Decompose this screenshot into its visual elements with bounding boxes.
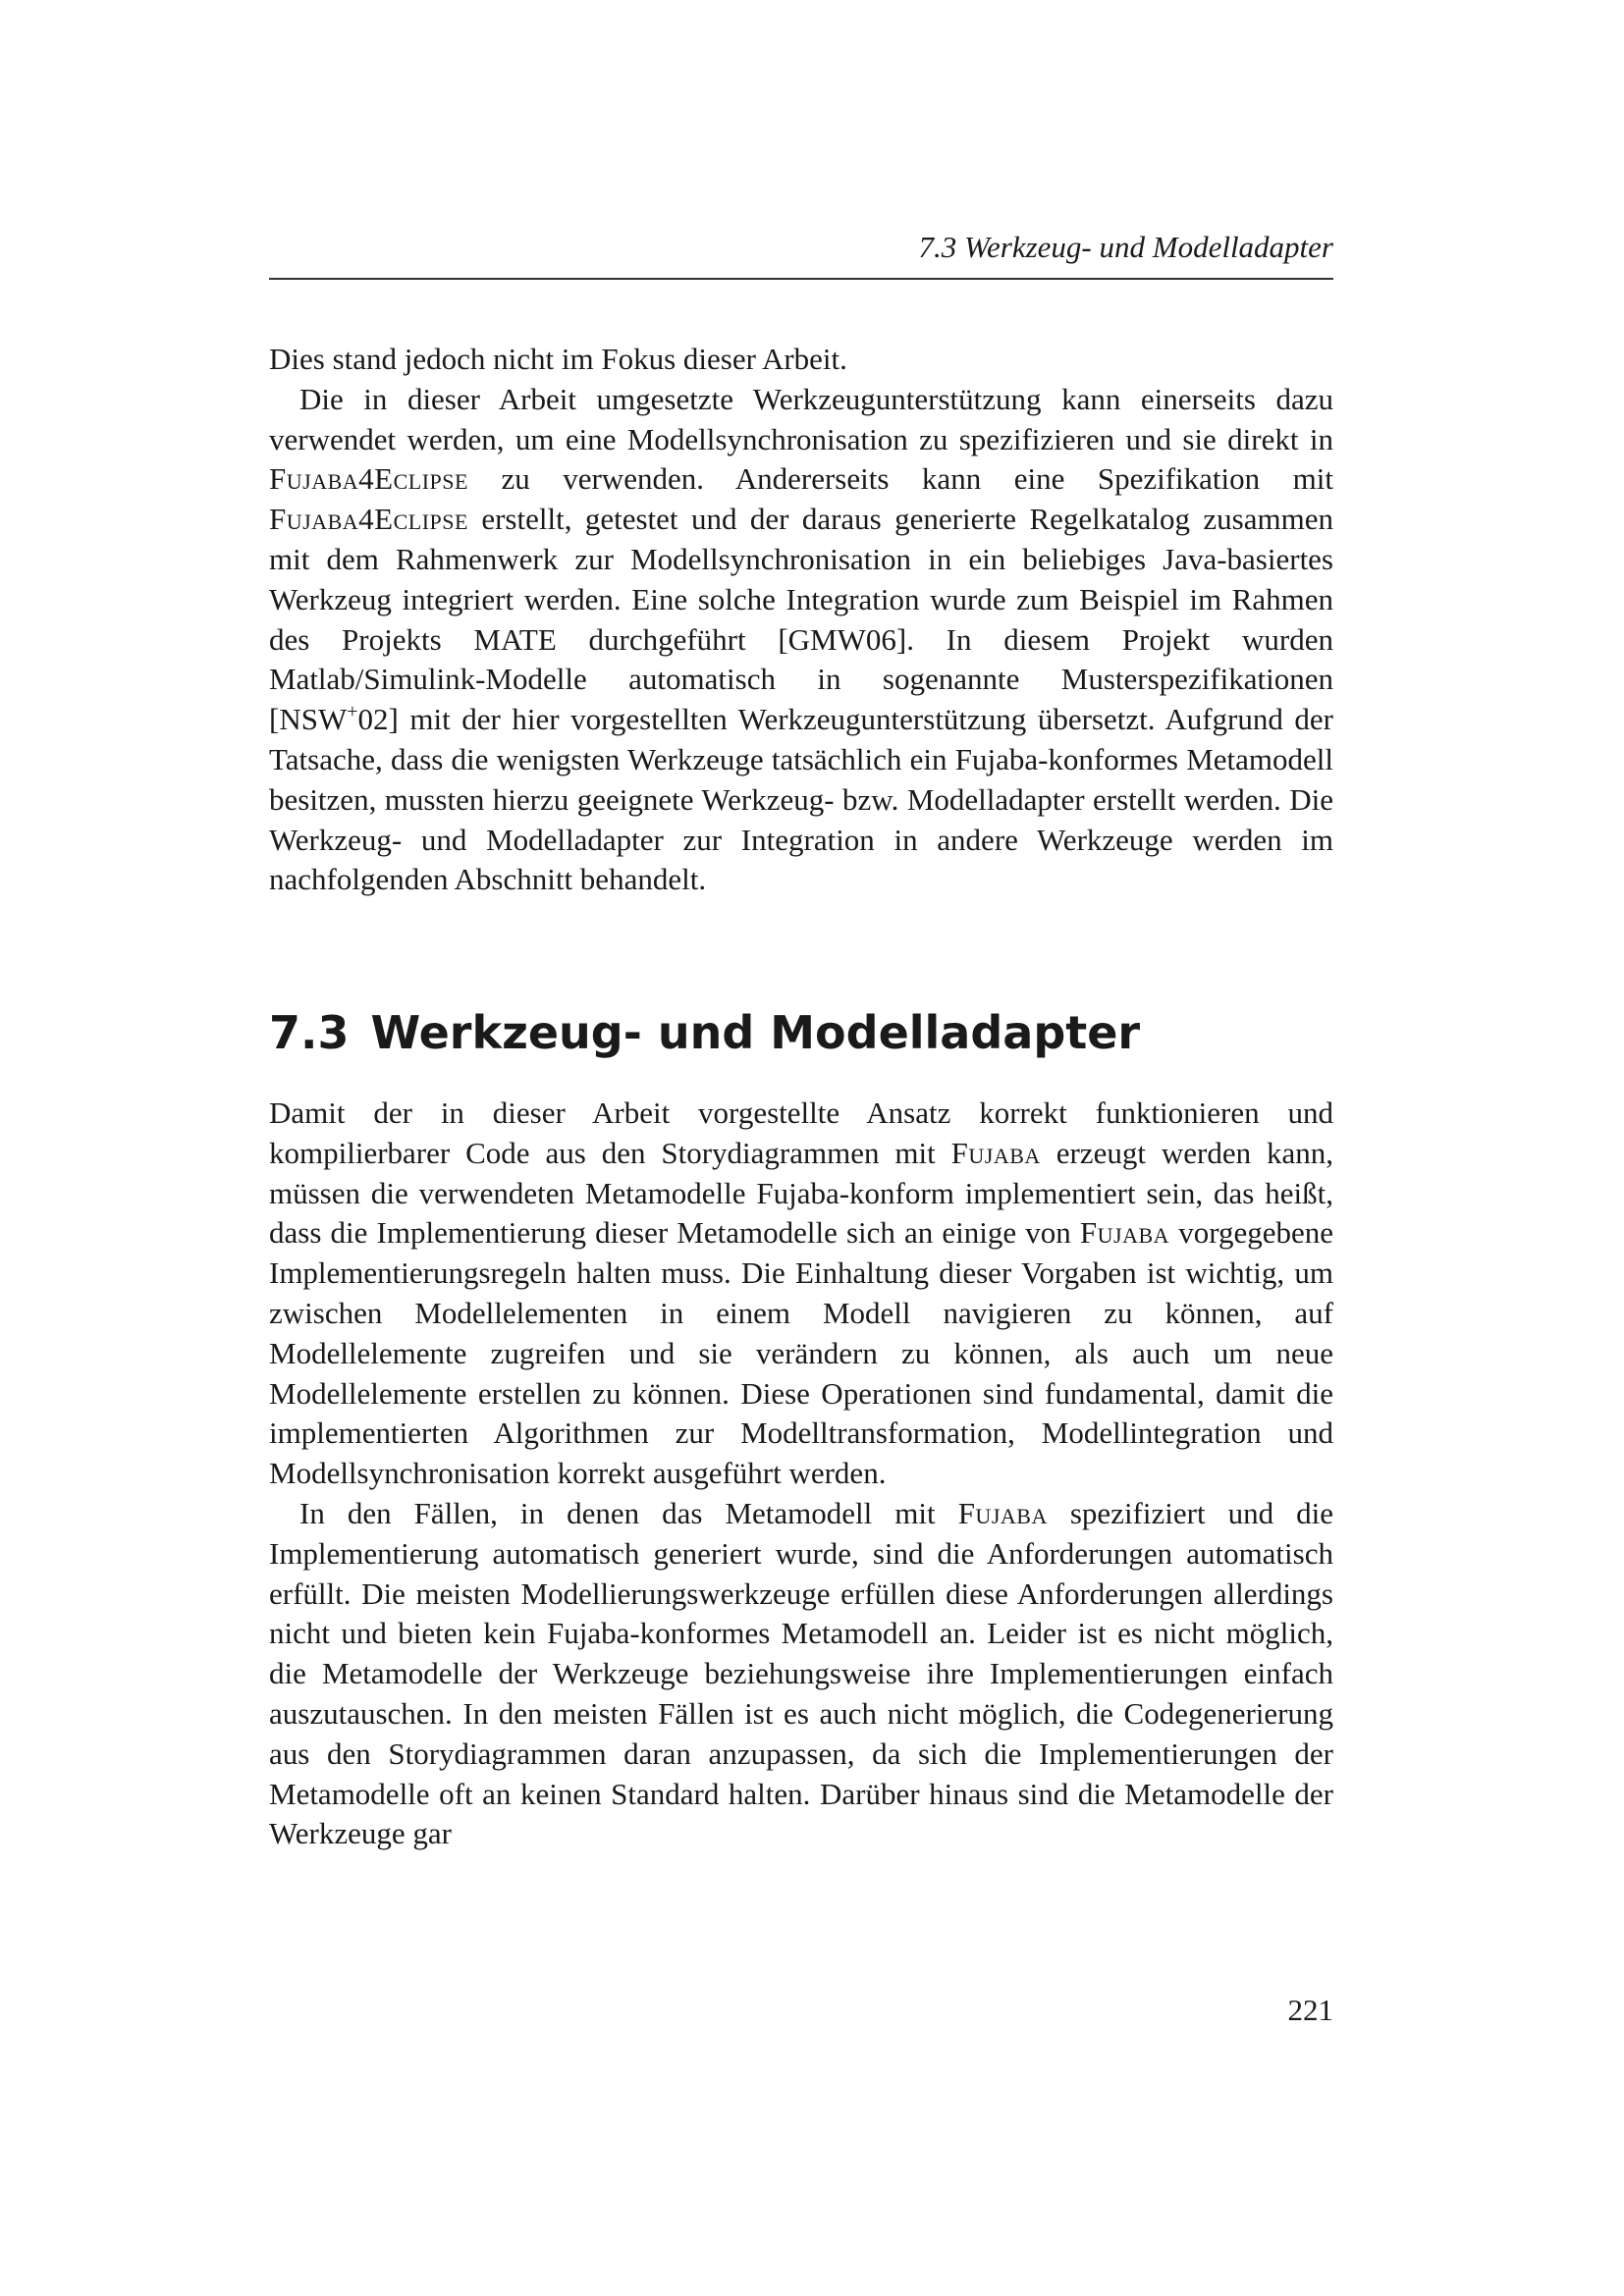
paragraph-text: 02] mit der hier vorgestellten Werkzeugunterstützung übersetzt. Aufgrund der Tatsache, dass die wenigsten Werkzeuge tatsächlich ein Fujaba-konformes Metamodell besitzen, mussten hierzu geeignete Werkzeug- bzw. Modelladapter erstellt werden. Die Werkzeug- und Modelladapter zur Integration in andere Werkzeuge werden im nachfolgenden Abschnitt behandelt. bbox=[269, 702, 1333, 897]
tool-name: Fujaba4Eclipse bbox=[269, 461, 468, 497]
paragraph-continuation: Dies stand jedoch nicht im Fokus dieser Arbeit. bbox=[269, 342, 847, 376]
section-number: 7.3 bbox=[269, 1006, 350, 1059]
paragraph-text: Damit der in dieser Arbeit vorgestellte Ansatz korrekt funktionieren und kompilierbarer Code aus den Storydiagrammen mit bbox=[269, 1095, 1333, 1170]
paragraph-text: erzeugt werden kann, müssen die verwendeten Metamodelle Fujaba-konform implementiert sein, das heißt, dass die Implementierung dieser Metamodelle sich an einige von bbox=[269, 1135, 1334, 1251]
tool-name: Fujaba bbox=[957, 1495, 1048, 1530]
paragraph-tool-support bbox=[269, 380, 1333, 900]
text-block-top bbox=[269, 340, 1333, 900]
paragraph-text: zu verwenden. Andererseits kann eine Spezifikation mit bbox=[467, 461, 1333, 497]
page-number: 221 bbox=[1287, 1993, 1333, 2027]
paragraph-text: erstellt, getestet und der daraus generierte Regelkatalog zusammen mit dem Rahmenwerk zur Modellsynchronisation in ein beliebiges Java-basiertes Werkzeug integriert werden. Eine solche Integration wurde zum Beispiel im Rahmen des Projekts MATE durchgeführt [GMW06]. In diesem Projekt wurden Matlab/Simulink-Modelle automatisch in sogenannte Musterspezifikationen [NSW bbox=[269, 502, 1333, 737]
text-block-section bbox=[269, 1094, 1333, 1854]
citation-superscript: + bbox=[347, 701, 358, 723]
paragraph-text: Die in dieser Arbeit umgesetzte Werkzeugunterstützung kann einerseits dazu verwendet werden, um eine Modellsynchronisation zu spezifizieren und sie direkt in bbox=[269, 381, 1333, 456]
paragraph-generated-metamodels bbox=[269, 1494, 1333, 1854]
section-heading bbox=[269, 1003, 1333, 1062]
section-title: Werkzeug- und Modelladapter bbox=[370, 1006, 1141, 1059]
header-rule bbox=[269, 278, 1333, 280]
tool-name: Fujaba4Eclipse bbox=[269, 502, 468, 537]
paragraph-text: spezifiziert und die Implementierung automatisch generiert wurde, sind die Anforderungen automatisch erfüllt. Die meisten Modellierungswerkzeuge erfüllen diese Anforderungen allerdings nicht und bieten kein Fujaba-konformes Metamodell an. Leider ist es nicht möglich, die Metamodelle der Werkzeuge beziehungsweise ihre Implementierungen einfach auszutauschen. In den meisten Fällen ist es auch nicht möglich, die Codegenerierung aus den Storydiagrammen daran anzupassen, da sich die Implementierungen der Metamodelle oft an keinen Standard halten. Darüber hinaus sind die Metamodelle der Werkzeuge gar bbox=[269, 1495, 1334, 1851]
tool-name: Fujaba bbox=[1079, 1215, 1170, 1251]
paragraph-text: In den Fällen, in denen das Metamodell mit bbox=[299, 1495, 958, 1530]
tool-name: Fujaba bbox=[950, 1135, 1041, 1170]
paragraph-text: vorgegebene Implementierungsregeln halten muss. Die Einhaltung dieser Vorgaben ist wichtig, um zwischen Modellelementen in einem Modell navigieren zu können, auf Modellelemente zugreifen und sie verändern zu können, als auch um neue Modellelemente erstellen zu können. Diese Operationen sind fundamental, damit die implementierten Algorithmen zur Modelltransformation, Modellintegration und Modellsynchronisation korrekt ausgeführt werden. bbox=[269, 1215, 1333, 1491]
paragraph-metamodel-requirements bbox=[269, 1094, 1333, 1494]
running-header: 7.3 Werkzeug- und Modelladapter bbox=[918, 230, 1333, 264]
